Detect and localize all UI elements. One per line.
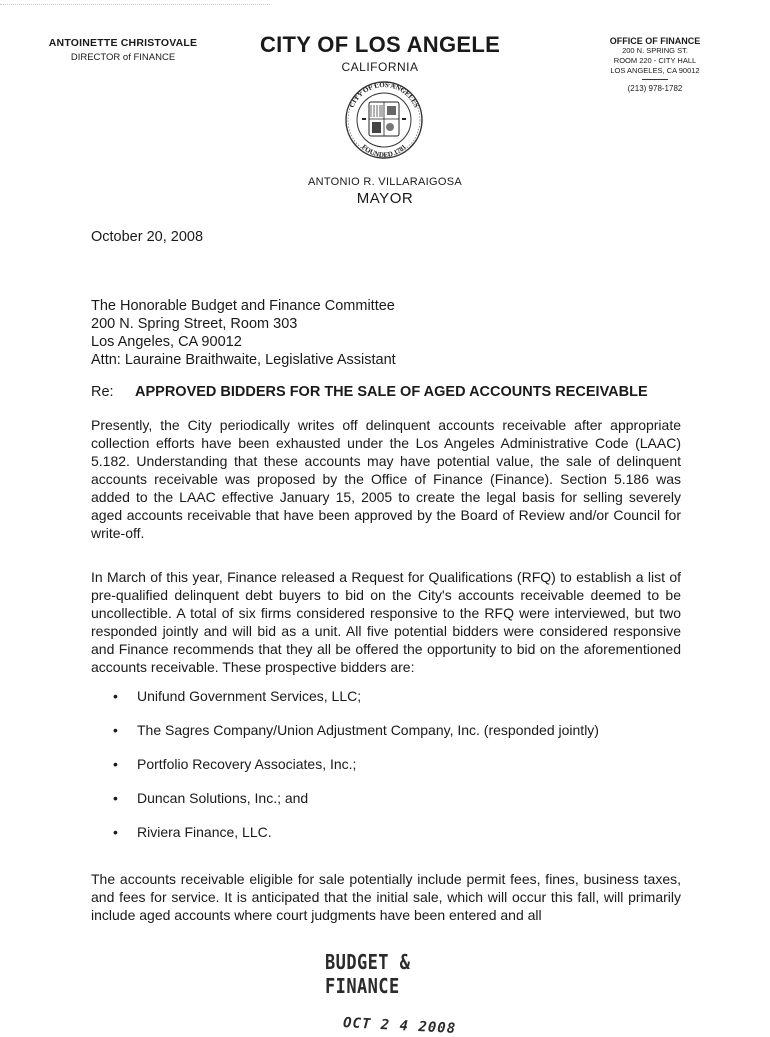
director-name: ANTOINETTE CHRISTOVALE (48, 37, 198, 49)
bidder-name: The Sagres Company/Union Adjustment Company, Inc. (responded jointly) (137, 722, 599, 738)
received-stamp (325, 950, 525, 1037)
director-title: DIRECTOR of FINANCE (70, 52, 176, 63)
bullet-icon: • (113, 824, 118, 840)
divider (642, 79, 668, 80)
state-name: CALIFORNIA (341, 60, 419, 74)
subject-text: APPROVED BIDDERS FOR THE SALE OF AGED ACCOUNTS RECEIVABLE (135, 384, 648, 400)
city-seal-icon (339, 80, 429, 160)
letter-date: October 20, 2008 (91, 229, 204, 245)
list-item (113, 756, 599, 790)
city-name: CITY OF LOS ANGELE (259, 32, 501, 57)
list-item (113, 824, 599, 858)
office-address-line: ROOM 220 - CITY HALL (613, 56, 697, 65)
seal-text-top: CITY OF LOS ANGELES (347, 80, 421, 109)
bidder-list (113, 688, 599, 858)
list-item (113, 790, 599, 824)
bidder-name: Duncan Solutions, Inc.; and (137, 790, 309, 806)
body-paragraph: The accounts receivable eligible for sale potentially include permit fees, fines, business taxes, and fees for service. It is anticipated that the initial sale, which will occur this fall, will primarily include aged accounts where court judgments have been entered and all (91, 871, 681, 923)
address-line: The Honorable Budget and Finance Committee (91, 298, 395, 314)
bullet-icon: • (113, 688, 118, 704)
bullet-icon: • (113, 722, 118, 738)
mayor-block (230, 176, 540, 207)
office-block (590, 36, 720, 93)
mayor-name: ANTONIO R. VILLARAIGOSA (307, 176, 462, 188)
office-phone: (213) 978-1782 (627, 84, 683, 93)
subject-label: Re: (91, 384, 114, 400)
body-paragraph: In March of this year, Finance released a Request for Qualifications (RFQ) to establish a list of pre-qualified delinquent debt buyers to bid on the City's accounts receivable deemed to be uncollectible. A total of six firms considered responsive to the RFQ were interviewed, but two responded jointly and will bid as a unit. All five potential bidders were considered responsive and Finance recommends that they all be offered the opportunity to bid on the aforementioned accounts receivable. These prospective bidders are: (91, 569, 681, 675)
list-item (113, 688, 599, 722)
seal-text-bottom: FOUNDED 1781 (360, 142, 408, 160)
address-line: Los Angeles, CA 90012 (91, 334, 242, 350)
director-block (38, 37, 208, 63)
scan-artifact (0, 4, 270, 5)
mayor-title: MAYOR (356, 190, 414, 207)
list-item (113, 722, 599, 756)
office-address-line: 200 N. SPRING ST. (622, 46, 688, 55)
bidder-name: Portfolio Recovery Associates, Inc.; (137, 756, 357, 772)
bidder-name: Riviera Finance, LLC. (137, 824, 272, 840)
recipient-address (91, 297, 396, 369)
bullet-icon: • (113, 756, 118, 772)
body-paragraph: Presently, the City periodically writes off delinquent accounts receivable after appropriate collection efforts have been exhausted under the Los Angeles Administrative Code (LAAC) 5.182. Understanding that these accounts may have potential value, the sale of delinquent accounts receivable was proposed by the Office of Finance (Finance). Section 5.186 was added to the LAAC effective January 15, 2005 to create the legal basis for selling severely aged accounts receivable that have been approved by the Board of Review and/or Council for write-off. (91, 417, 681, 541)
subject-line (91, 384, 648, 400)
city-heading (230, 32, 530, 74)
office-address-line: LOS ANGELES, CA 90012 (610, 66, 700, 75)
bidder-name: Unifund Government Services, LLC; (137, 688, 362, 704)
address-line: Attn: Lauraine Braithwaite, Legislative Assistant (91, 352, 396, 368)
office-name: OFFICE OF FINANCE (609, 36, 701, 46)
bullet-icon: • (113, 790, 118, 806)
stamp-date: OCT 2 4 2008 (342, 1015, 457, 1037)
address-line: 200 N. Spring Street, Room 303 (91, 316, 298, 332)
stamp-department: BUDGET & FINANCE (325, 950, 411, 998)
